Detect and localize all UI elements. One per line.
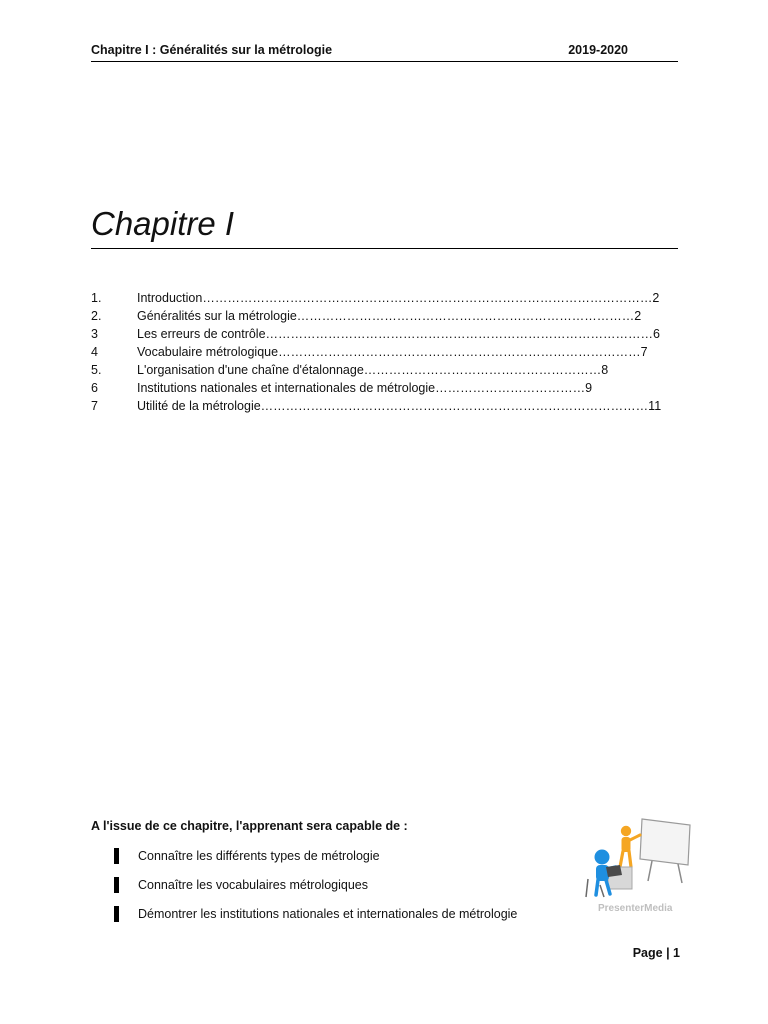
bullet-bar-icon	[114, 848, 119, 864]
toc-number: 7	[91, 399, 98, 413]
toc-entry	[91, 325, 660, 343]
toc-label: Les erreurs de contrôle…………………………………………………………………………………6	[137, 327, 660, 341]
toc-number: 3	[91, 327, 98, 341]
toc-label: Utilité de la métrologie…………………………………………………………………………………11	[137, 399, 662, 413]
objective-text: Connaître les vocabulaires métrologiques	[138, 878, 368, 892]
objectives-title: A l'issue de ce chapitre, l'apprenant sera capable de :	[91, 819, 408, 833]
toc-entry	[91, 343, 651, 361]
svg-text:PresenterMedia: PresenterMedia	[598, 903, 673, 914]
objective-text: Connaître les différents types de métrologie	[138, 849, 380, 863]
objective-text: Démontrer les institutions nationales et internationales de métrologie	[138, 907, 518, 921]
toc-entry	[91, 307, 651, 325]
toc-number: 1.	[91, 291, 102, 305]
toc-label: Institutions nationales et internationales de métrologie………………………………9	[137, 381, 593, 395]
toc-entry	[91, 289, 660, 307]
bullet-bar-icon	[114, 877, 119, 893]
header-title: Chapitre I : Généralités sur la métrologie	[91, 43, 333, 57]
page-header	[91, 42, 678, 62]
bullet-bar-icon	[114, 906, 119, 922]
toc-number: 2.	[91, 309, 102, 323]
toc-label: Vocabulaire métrologique……………………………………………………………………………7	[137, 345, 648, 359]
toc-number: 6	[91, 381, 98, 395]
toc-entry	[91, 379, 651, 397]
toc-entry	[91, 397, 662, 415]
toc-entry	[91, 361, 651, 379]
chapter-title: Chapitre I	[91, 202, 678, 249]
header-year: 2019-2020	[568, 43, 628, 57]
toc-label: L'organisation d'une chaîne d'étalonnage…………………………………………………8	[137, 363, 609, 377]
toc-number: 4	[91, 345, 98, 359]
toc-number: 5.	[91, 363, 102, 377]
presenter-illustration-icon	[580, 815, 695, 915]
page-footer: Page | 1	[632, 946, 680, 960]
table-of-contents	[91, 289, 662, 415]
toc-label: Généralités sur la métrologie………………………………………………………………………2	[137, 309, 642, 323]
toc-label: Introduction………………………………………………………………………………………………2	[137, 291, 660, 305]
